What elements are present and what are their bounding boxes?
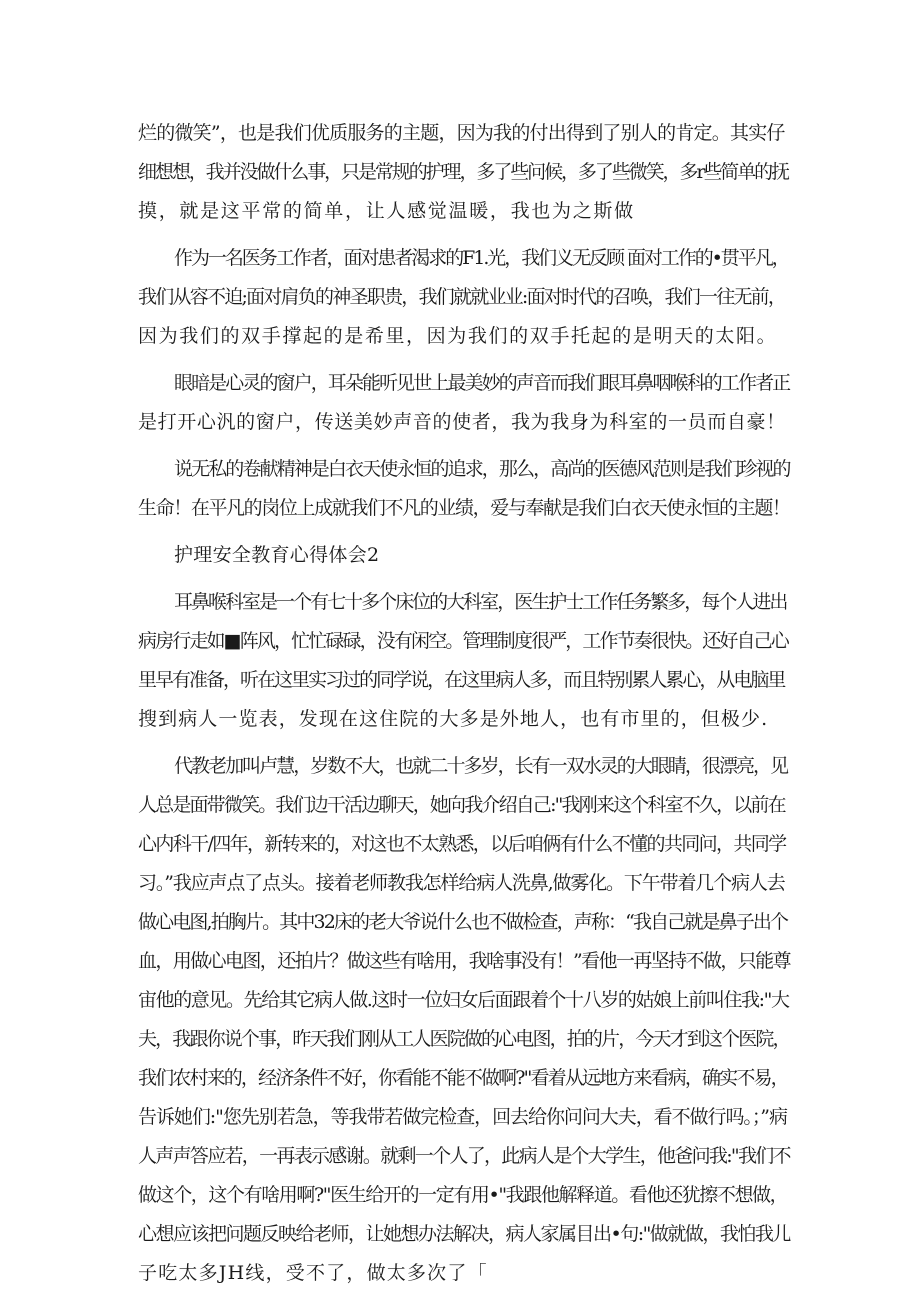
paragraph-line: 子吃太多JH线，受不了，做太多次了「 bbox=[138, 1262, 488, 1284]
paragraph-line: 做这个，这个有啥用啊?"医生给开的一定有用•"我跟他解释道。看他还犹擦不想做， bbox=[138, 1184, 788, 1206]
paragraph-line: 摸，就是这平常的简单，让人感觉温暖，我也为之斯做 bbox=[138, 200, 635, 222]
paragraph-line: 说无私的卷献精神是白衣天使永恒的追求，那么，高尚的医德风范则是我们珍视的 bbox=[174, 458, 790, 480]
paragraph-line: 生命！在平凡的岗位上成就我们不凡的业绩，爱与奉献是我们白衣天使永恒的主题！ bbox=[138, 497, 790, 519]
paragraph-line: 宙他的意见。先给其它病人做.这时一位妇女后面跟着个十八岁的姑娘上前叫住我:"大 bbox=[138, 989, 789, 1011]
paragraph-line: 我们农村来的，经济条件不好，你看能不能不做啊?"看着从远地方来看病，确实不易， bbox=[138, 1067, 788, 1089]
paragraph-line: 作为一名医务工作者，面对患者渴求的F1.光，我们义无反顾 面对工作的•贯平凡， bbox=[174, 247, 789, 269]
paragraph-line: 做心电图,拍胸片。其中32床的老大爷说什么也不做检查，声称：“我自己就是鼻子出个 bbox=[138, 911, 788, 933]
paragraph-line: 心想应该把问题反映给老师，让她想办法解决，病人家属目出•句:"做就做，我怕我儿 bbox=[138, 1223, 790, 1245]
paragraph-line: 眼暗是心灵的窗户，耳朵能听见世上最美妙的声音而我们眼耳鼻咽喉科的工作者正 bbox=[174, 372, 790, 394]
paragraph-line: 耳鼻喉科室是一个有七十多个床位的大科室，医生护士工作任务繁多，每个人进出 bbox=[174, 591, 787, 613]
paragraph-line: 细想想，我并没做什么事，只是常规的护理，多了些问候，多了些微笑，多r些简单的抚 bbox=[138, 161, 788, 183]
paragraph-line: 搜到病人一览表，发现在这住院的大多是外地人，也有市里的，但极少. bbox=[138, 708, 769, 730]
paragraph-line: 习。”我应声点了点头。接着老师教我怎样给病人洗鼻,做雾化。下午带着几个病人去 bbox=[138, 872, 785, 894]
paragraph-line: 是打开心汎的窗户，传送美妙声音的使者，我为我身为科室的一员而自豪！ bbox=[138, 411, 786, 433]
paragraph-line: 人总是面带微笑。我们边干活边聊天，她向我介绍自己:"我刚来这个科室不久，以前在 bbox=[138, 794, 785, 816]
paragraph-line: 我们从容不迫;面对肩负的神圣职贵，我们就就业业:面对时代的召唤，我们一往无前， bbox=[138, 286, 786, 308]
paragraph-line: 因为我们的双手撑起的是希里，因为我们的双手托起的是明天的太阳。 bbox=[138, 325, 778, 347]
paragraph-line: 人声声答应若，一再表示感谢。就剩一个人了，此病人是个大学生，他爸问我:"我们不 bbox=[138, 1145, 790, 1167]
paragraph-line: 夫，我跟你说个事，昨天我们刚从工人医院做的心电图，拍的片，今天才到这个医院， bbox=[138, 1028, 790, 1050]
paragraph-line: 血，用做心电图，还拍片？做这些有啥用，我啥事没有！”看他一再坚持不做，只能尊 bbox=[138, 950, 790, 972]
paragraph-line: 里早有准备，听在这里实习过的同学说，在这里病人多，而且特别累人累心，从电脑里 bbox=[138, 669, 785, 691]
paragraph-line: 告诉她们:"您先别若急，等我带若做完检查，回去给你问问大夫，看不做行吗。；”病 bbox=[138, 1106, 787, 1128]
section-heading: 护理安全教育心得体会2 bbox=[174, 544, 380, 566]
paragraph-line: 病房行走如■阵风，忙忙碌碌，没有闲空。管理制度很严，工作节奏很快。还好自己心 bbox=[138, 630, 788, 652]
paragraph-line: 烂的微笑”，也是我们优质服务的主题，因为我的付出得到了别人的肯定。其实仔 bbox=[138, 122, 785, 144]
paragraph-line: 代教老加叫卢慧，岁数不大，也就二十多岁，长有一双水灵的大眼睛，很漂亮，见 bbox=[174, 755, 788, 777]
paragraph-line: 心内科干/四年，新转来的，对这也不太熟悉，以后咱俩有什么不懂的共同问，共同学 bbox=[138, 833, 786, 855]
